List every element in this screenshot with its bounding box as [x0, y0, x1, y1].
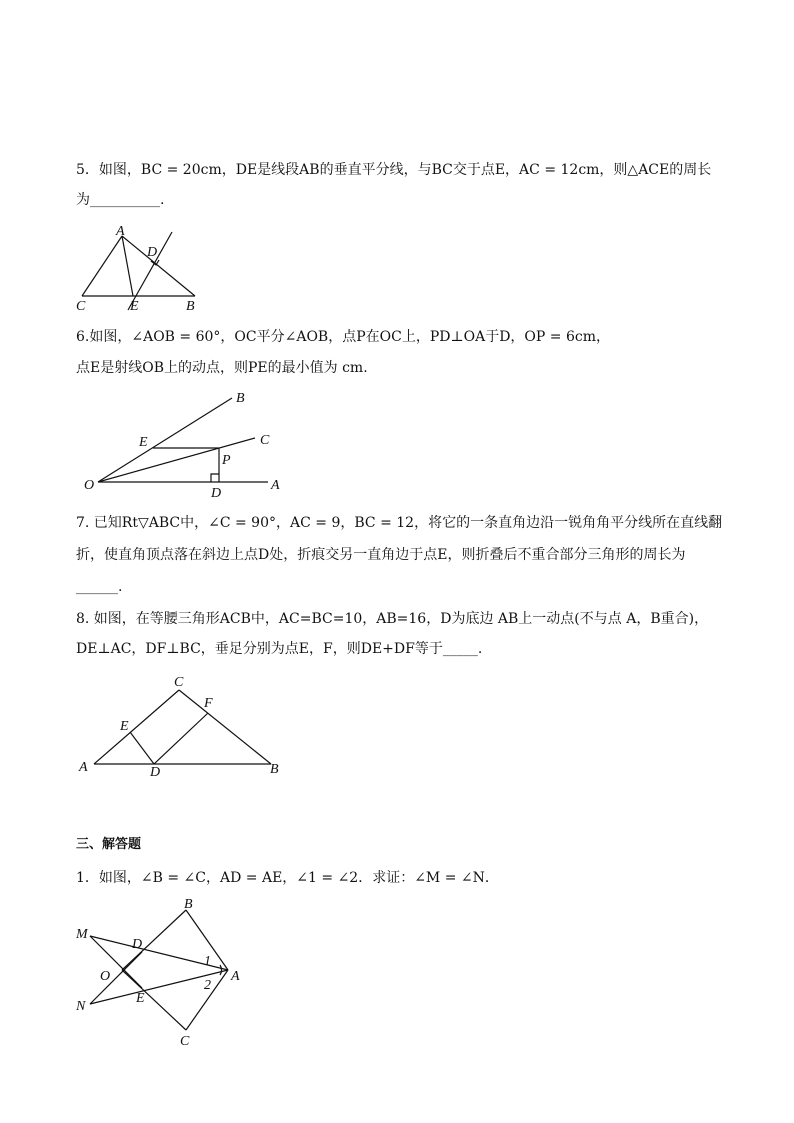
figq1-label-1: 1	[204, 954, 211, 969]
figq1-segment-nd	[90, 952, 142, 1004]
fig5-segment-ae	[122, 236, 133, 296]
problem-8-line-1: 8. 如图，在等腰三角形ACB中，AC=BC=10，AB=16，D为底边 AB上一动点(不与点 A，B重合)，	[76, 611, 709, 627]
problem-8-line-2: DE⊥AC，DF⊥BC，垂足分别为点E，F，则DE+DF等于_____.	[76, 641, 483, 657]
fig6-label-e: E	[139, 435, 148, 450]
figq1-label-a: A	[231, 969, 240, 984]
problem-5-line-2: 为__________.	[76, 192, 165, 208]
figq1-label-c: C	[180, 1034, 190, 1049]
section-3-heading: 三、解答题	[76, 837, 142, 852]
problem-7-line-3: ______.	[76, 579, 123, 595]
problem-6-line-2: 点E是射线OB上的动点，则PE的最小值为 cm.	[76, 360, 368, 376]
fig6-label-d: D	[211, 486, 222, 501]
fig6-label-a: A	[271, 478, 280, 493]
figq1-label-b: B	[184, 897, 193, 912]
fig6-ray-ob	[98, 398, 232, 482]
fig8-label-c: C	[174, 675, 184, 690]
fig8-label-e: E	[120, 719, 129, 734]
fig8-label-b: B	[270, 762, 279, 777]
fig6-lines	[98, 398, 268, 482]
fig8-label-a: A	[79, 760, 88, 775]
fig5-label-b: B	[186, 299, 195, 314]
fig6-label-b: B	[236, 391, 245, 406]
figq1-label-d: D	[132, 937, 143, 952]
fig8-label-d: D	[150, 765, 161, 780]
fig6-ray-oc	[98, 438, 255, 482]
fig5-label-d: D	[147, 245, 158, 260]
figq1-label-m: M	[76, 927, 88, 942]
fig6-right-angle-mark	[211, 474, 219, 482]
fig5-segment-ca	[82, 236, 122, 296]
figq1-label-n: N	[76, 999, 86, 1014]
fig5-label-c: C	[76, 299, 86, 314]
problem-6-line-1: 6.如图，∠AOB = 60°，OC平分∠AOB，点P在OC上，PD⊥OA于D，OP = 6cm，	[76, 329, 610, 345]
figq1-segment-oc	[122, 970, 186, 1030]
figq1-lines	[90, 910, 228, 1030]
problem-7-line-1: 7. 已知Rt▽ABC中，∠C = 90°，AC = 9，BC = 12，将它的一条直角边沿一锐角角平分线所在直线翻	[76, 515, 723, 531]
figure-problem-8	[74, 672, 289, 780]
fig5-label-e: E	[130, 299, 139, 314]
fig5-label-a: A	[116, 224, 125, 239]
fig8-segment-de	[130, 732, 154, 764]
fig8-segment-df	[154, 713, 208, 764]
figure-section-3-q1	[72, 896, 252, 1048]
figq1-angle-arc	[220, 965, 222, 975]
figq1-label-o: O	[100, 969, 111, 984]
fig5-segment-ab	[122, 236, 195, 296]
fig6-label-c: C	[260, 433, 270, 448]
problem-5-line-1: 5．如图，BC = 20cm，DE是线段AB的垂直平分线，与BC交于点E，AC = 12cm，则△ACE的周长	[76, 162, 712, 178]
fig6-label-p: P	[222, 453, 231, 468]
figure-problem-6	[78, 388, 298, 500]
figure-problem-5	[70, 222, 210, 314]
fig6-label-o: O	[84, 478, 95, 493]
fig8-label-f: F	[204, 696, 213, 711]
section-3-question-1: 1．如图，∠B = ∠C，AD = AE，∠1 = ∠2．求证：∠M = ∠N．	[76, 870, 499, 886]
figq1-label-2: 2	[204, 978, 211, 993]
figq1-label-e: E	[136, 991, 145, 1006]
problem-7-line-2: 折，使直角顶点落在斜边上点D处，折痕交另一直角边于点E，则折叠后不重合部分三角形的周长为	[76, 547, 686, 563]
